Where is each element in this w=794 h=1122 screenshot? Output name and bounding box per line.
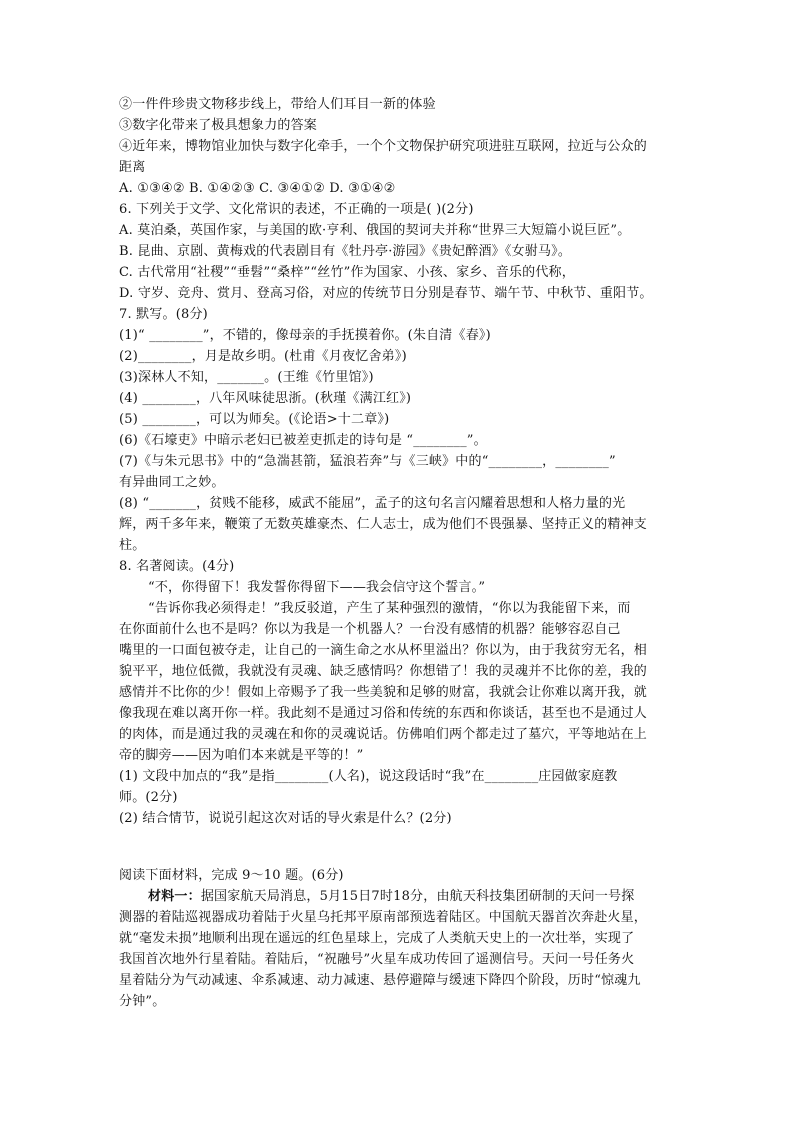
passage-line: 像我现在难以离开你一样。我此刻不是通过习俗和传统的东西和你谈话，甚至也不是通过人 [119,706,648,721]
option-line-3: ③数字化带来了极具想象力的答案 [119,118,318,133]
question-8-heading: 8. 名著阅读。(4分) [119,559,235,574]
dictation-item-4: (4) ________，八年风味徒思浙。(秋瑾《满江红》) [119,391,412,406]
question-6-option-a: A. 莫泊桑，英国作家，与美国的欧·亨利、俄国的契诃夫并称“世界三大短篇小说巨匠”。 [119,223,631,238]
dictation-item-7: (7)《与朱元思书》中的“急湍甚箭，猛浪若奔”与《三峡》中的“________，________” [119,454,616,469]
material-one-line: 星着陆分为气动减速、伞系减速、动力减速、悬停避障与缓速下降四个阶段，历时“惊魂九 [119,973,641,988]
reading-section-heading: 阅读下面材料，完成 9～10 题。(6分) [119,868,344,883]
question-6-option-c: C. 古代常用“社稷”“垂髫”“桑梓”“丝竹”作为国家、小孩、家乡、音乐的代称， [119,265,575,280]
question-7-heading: 7. 默写。(8分) [119,307,208,322]
dictation-item-3: (3)深林人不知，_______。(王维《竹里馆》) [119,370,374,385]
material-one-line: 就“毫发未损”地顺利出现在遥远的红色星球上，完成了人类航天史上的一次壮举，实现了 [119,931,635,946]
dictation-item-6: (6)《石壕吏》中暗示老妇已被差吏抓走的诗句是 “________”。 [119,433,487,448]
material-one-first-line [148,887,634,907]
material-one-line: 测器的着陆巡视器成功着陆于火星乌托邦平原南部预选着陆区。中国航天器首次奔赴火星， [119,910,648,925]
question-8-item-2: (2) 结合情节，说说引起这次对话的导火索是什么？(2分) [119,811,452,826]
passage-paragraph-1: “不，你得留下！我发誓你得留下——我会信守这个誓言。” [148,580,486,595]
passage-line: 的肉体，而是通过我的灵魂在和你的灵魂说话。仿佛咱们两个都走过了墓穴，平等地站在上 [119,727,648,742]
option-line-4: ④近年来，博物馆业加快与数字化牵手，一个个文物保护研究项进驻互联网，拉近与公众的 [119,139,648,154]
passage-paragraph-2: “告诉你我必须得走！”我反驳道，产生了某种强烈的激情，“你以为我能留下来，而 [148,601,631,616]
passage-line: 在你面前什么也不是吗？你以为我是一个机器人？一台没有感情的机器？能够容忍自己 [119,622,621,637]
material-one-label: 材料一： [148,889,201,904]
passage-line-end: 帝的脚旁——因为咱们本来就是平等的！” [119,748,364,763]
passage-line: 嘴里的一口面包被夺走，让自己的一滴生命之水从杯里溢出？你以为，由于我贫穷无名，相 [119,643,648,658]
answer-choices: A. ①③④② B. ①④②③ C. ③④①② D. ③①④② [119,181,396,196]
dictation-item-2: (2)________，月是故乡明。(杜甫《月夜忆舍弟》) [119,349,407,364]
dictation-item-7-cont: 有异曲同工之妙。 [119,475,225,490]
option-line-4-cont: 距离 [119,160,146,175]
question-8-item-1: (1) 文段中加点的“我”是指________(人名)，说这段话时“我”在________庄园做家庭教 [119,769,618,784]
question-6-option-d: D. 守岁、竞舟、赏月、登高习俗，对应的传统节日分别是春节、端午节、中秋节、重阳节。 [119,286,653,301]
material-one-line: 我国首次地外行星着陆。着陆后，“祝融号”火星车成功传回了遥测信号。天问一号任务火 [119,952,635,967]
question-6-option-b: B. 昆曲、京剧、黄梅戏的代表剧目有《牡丹亭·游园》《贵妃醉酒》《女驸马》。 [119,244,572,259]
passage-line: 感情并不比你的少！假如上帝赐予了我一些美貌和足够的财富，我就会让你难以离开我，就 [119,685,648,700]
option-line-2: ②一件件珍贵文物移步线上，带给人们耳目一新的体验 [119,97,436,112]
dictation-item-8: (8) “_______，贫贱不能移，威武不能屈”，孟子的这句名言闪耀着思想和人格力量的光 [119,496,626,511]
material-one-end: 分钟”。 [119,994,166,1009]
material-one-text: 据国家航天局消息，5月15日7时18分，由航天科技集团研制的天问一号探 [200,889,635,904]
dictation-item-5: (5) ________，可以为师矣。(《论语>十二章》) [119,412,390,427]
passage-line: 貌平平，地位低微，我就没有灵魂、缺乏感情吗？你想错了！我的灵魂并不比你的差，我的 [119,664,648,679]
question-8-item-1-cont: 师。(2分) [119,790,178,805]
dictation-item-8-cont: 辉，两千多年来，鞭策了无数英雄豪杰、仁人志士，成为他们不畏强暴、坚持正义的精神支 [119,517,648,532]
question-6-heading: 6. 下列关于文学、文化常识的表述，不正确的一项是( )(2分) [119,202,474,217]
dictation-item-8-end: 柱。 [119,538,146,553]
dictation-item-1: (1)“ ________”，不错的，像母亲的手抚摸着你。(朱自清《春》) [119,328,491,343]
